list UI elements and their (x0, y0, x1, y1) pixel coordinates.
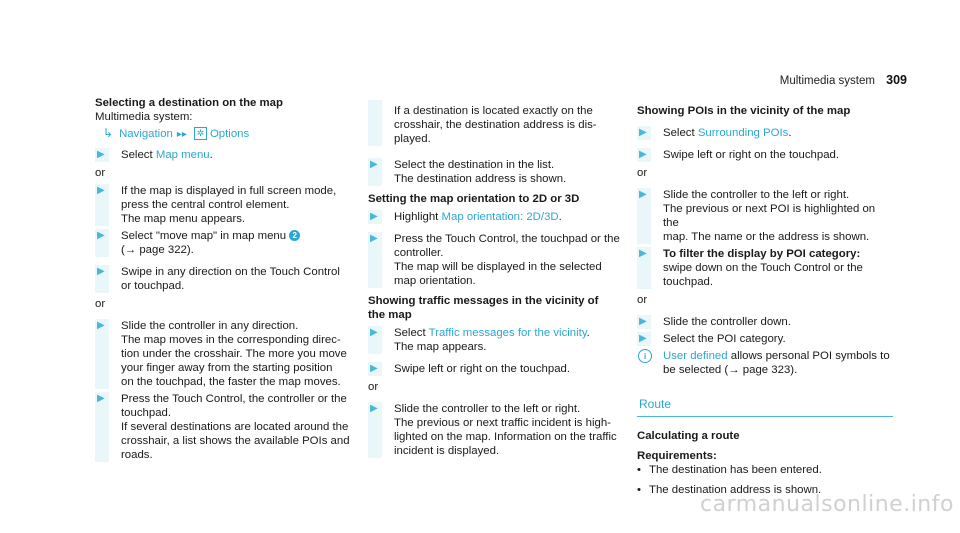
or-label: or (637, 167, 648, 179)
page-header (780, 73, 907, 88)
gear-icon: ✲ (194, 127, 207, 140)
header-title: Multimedia system (779, 75, 875, 87)
section-heading (368, 294, 632, 322)
requirement-text: The destination address is shown. (649, 484, 822, 496)
step-text: Press the Touch Control, the controller or the (121, 393, 347, 405)
step-text: Swipe left or right on the touchpad. (394, 363, 571, 375)
page-reference[interactable]: (→ page 322). (121, 244, 194, 256)
info-text: allows personal POI symbols to (727, 350, 890, 362)
step (368, 232, 632, 288)
step-text: incident is displayed. (394, 445, 500, 457)
step-text: Highlight (394, 211, 442, 223)
step-text: played. (394, 133, 431, 145)
step (95, 265, 363, 293)
step-text: . (558, 211, 562, 223)
or-label: or (637, 294, 648, 306)
column-3 (637, 104, 893, 503)
step-text: Slide the controller to the left or right. (663, 189, 850, 201)
column-2 (368, 104, 632, 461)
step-text: . (586, 327, 590, 339)
step-text: touchpad. (663, 276, 714, 288)
step-text: The destination address is shown. (394, 173, 567, 185)
step-text: Select the POI category. (663, 333, 786, 345)
step-text: If several destinations are located around the (121, 421, 349, 433)
step-arrow-icon: ▶ (639, 248, 647, 259)
step-text: Select (663, 127, 698, 139)
step-arrow-icon: ▶ (639, 127, 647, 138)
step-text: . (788, 127, 792, 139)
step-arrow-icon: ▶ (97, 266, 105, 277)
bullet-icon: • (637, 484, 641, 496)
bullet-icon: • (637, 464, 641, 476)
step-text: controller. (394, 247, 444, 259)
step (637, 247, 893, 289)
step-text: Press the Touch Control, the touchpad or the (394, 233, 620, 245)
step-text: Select (394, 327, 429, 339)
link-surrounding-pois[interactable]: Surrounding POIs (697, 127, 789, 139)
page-number: 309 (886, 73, 907, 87)
step-text: . (209, 149, 213, 161)
info-icon: i (638, 349, 652, 363)
step (368, 210, 632, 224)
step-text: The previous or next traffic incident is high- (394, 417, 611, 429)
step-arrow-icon: ▶ (639, 149, 647, 160)
double-chevron-icon: ▸▸ (176, 129, 187, 140)
step-text: The map menu appears. (121, 213, 246, 225)
step-text: Slide the controller down. (663, 316, 791, 328)
nav-item-options[interactable]: Options (209, 128, 250, 140)
step-text: Select "move map" in map menu (121, 230, 287, 242)
or-label: or (95, 298, 106, 310)
step-text: your finger away from the starting position (121, 362, 333, 374)
step-text: If a destination is located exactly on the (394, 105, 593, 117)
link-map-orientation[interactable]: Map orientation: 2D/3D (441, 211, 559, 223)
heading-line: Showing traffic messages in the vicinity of (368, 295, 599, 307)
section-heading: Setting the map orientation to 2D or 3D (368, 193, 580, 205)
step-text: Select (121, 149, 156, 161)
step-arrow-icon: ▶ (639, 333, 647, 344)
requirements-title: Requirements: (637, 450, 717, 462)
section-heading: Calculating a route (637, 430, 740, 442)
link-traffic-messages[interactable]: Traffic messages for the vicinity (428, 327, 587, 339)
step-text: Select the destination in the list. (394, 159, 555, 171)
step (637, 332, 893, 346)
step-text: crosshair, a list shows the available POIs and (121, 435, 350, 447)
step-arrow-icon: ▶ (370, 233, 378, 244)
step-arrow-icon: ▶ (370, 327, 378, 338)
step-continued (368, 104, 632, 146)
step (95, 319, 363, 389)
step (637, 188, 893, 244)
step-arrow-icon: ▶ (97, 185, 105, 196)
step-arrow-icon: ▶ (639, 189, 647, 200)
step-text: Slide the controller in any direction. (121, 320, 299, 332)
step-arrow-icon: ▶ (97, 320, 105, 331)
step (637, 126, 893, 140)
step-arrow-icon: ▶ (370, 403, 378, 414)
return-arrow-icon: ↳ (103, 126, 114, 140)
step-text: touchpad. (121, 407, 172, 419)
step-text: The previous or next POI is highlighted on the (663, 203, 876, 229)
step-text: Slide the controller to the left or right. (394, 403, 581, 415)
step-arrow-icon: ▶ (370, 363, 378, 374)
step-text: The map will be displayed in the selected (394, 261, 602, 273)
heading-line: the map (368, 309, 412, 321)
step-text: If the map is displayed in full screen mode, (121, 185, 337, 197)
link-map-menu[interactable]: Map menu (155, 149, 210, 161)
link-user-defined[interactable]: User defined (663, 350, 728, 362)
requirement-text: The destination has been entered. (649, 464, 822, 476)
or-label: or (95, 167, 106, 179)
step-text: or touchpad. (121, 280, 185, 292)
requirement-item (637, 463, 893, 477)
step (368, 402, 632, 458)
subheading: Multimedia system: (95, 111, 193, 123)
step-text: The map moves in the corresponding direc- (121, 334, 341, 346)
watermark: carmanualsonline.info (700, 492, 954, 517)
section-divider (637, 416, 893, 417)
nav-item-navigation[interactable]: Navigation (119, 128, 173, 140)
step-bold-text: To filter the display by POI category: (663, 248, 861, 260)
number-badge: 2 (289, 230, 300, 241)
step-text: tion under the crosshair. The more you move (121, 348, 347, 360)
step-band (368, 100, 382, 146)
step-text: The map appears. (394, 341, 487, 353)
step-arrow-icon: ▶ (97, 393, 105, 404)
step-text: swipe down on the Touch Control or the (663, 262, 863, 274)
section-heading: Showing POIs in the vicinity of the map (637, 105, 851, 117)
step (95, 148, 363, 162)
info-text[interactable]: be selected (→ page 323). (663, 364, 798, 376)
step (95, 229, 363, 257)
column-1 (95, 96, 363, 465)
step-arrow-icon: ▶ (370, 211, 378, 222)
step-text: lighted on the map. Information on the traffic (394, 431, 617, 443)
step-text: press the central control element. (121, 199, 290, 211)
step-text: on the touchpad, the faster the map moves. (121, 376, 341, 388)
step-text: map orientation. (394, 275, 476, 287)
step (95, 392, 363, 462)
step (637, 148, 893, 162)
step-arrow-icon: ▶ (370, 159, 378, 170)
step (95, 184, 363, 226)
step-text: crosshair, the destination address is dis- (394, 119, 597, 131)
nav-path (95, 126, 363, 142)
section-title-route: Route (639, 397, 672, 411)
info-note (637, 349, 893, 377)
step-text: Swipe left or right on the touchpad. (663, 149, 840, 161)
step-text: roads. (121, 449, 153, 461)
step (637, 315, 893, 329)
step-arrow-icon: ▶ (639, 316, 647, 327)
step-text: Swipe in any direction on the Touch Control (121, 266, 340, 278)
section-heading: Selecting a destination on the map (95, 97, 283, 109)
step (368, 362, 632, 376)
or-label: or (368, 381, 379, 393)
step (368, 326, 632, 354)
step-arrow-icon: ▶ (97, 149, 105, 160)
step-arrow-icon: ▶ (97, 230, 105, 241)
step-text: map. The name or the address is shown. (663, 231, 870, 243)
step (368, 158, 632, 186)
